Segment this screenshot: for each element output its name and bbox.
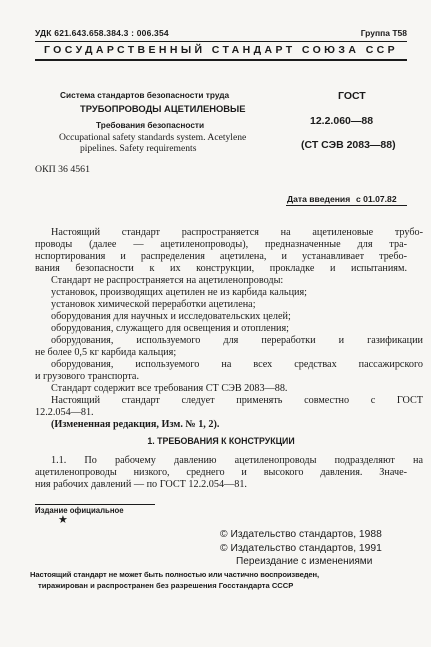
copyright-1991: © Издательство стандартов, 1991 — [220, 543, 382, 554]
intro-date-rule — [286, 205, 407, 206]
intro-date-value: с 01.07.82 — [356, 194, 397, 204]
st-sev-number: (СТ СЭВ 2083—88) — [301, 139, 396, 151]
amendment-note: (Измененная редакция, Изм. № 1, 2). — [51, 419, 220, 430]
body-line: Стандарт содержит все требования СТ СЭВ 2083—88. — [51, 383, 288, 394]
section-line: ния рабочих давлений — по ГОСТ 12.2.054—81. — [35, 479, 247, 490]
official-edition: Издание официальное — [35, 506, 124, 515]
top-rule — [35, 41, 407, 42]
body-line: оборудования, служащего для освещения и отопления; — [51, 323, 289, 334]
title-english-2: pipelines. Safety requirements — [80, 143, 197, 154]
group-code: Группа Т58 — [360, 28, 407, 38]
reissue-note: Переиздание с изменениями — [236, 556, 373, 567]
reproduction-notice-1: Настоящий стандарт не может быть полностью или частично воспроизведен, — [30, 570, 320, 579]
reproduction-notice-2: тиражирован и распространен без разрешения Госстандарта СССР — [38, 581, 294, 590]
intro-date-label: Дата введения — [287, 194, 351, 204]
body-line: установок химической переработки ацетилена; — [51, 299, 256, 310]
body-line: оборудования, используемого на всех средствах пассажирского — [51, 359, 423, 370]
title-english-1: Occupational safety standards system. Acetylene — [59, 132, 247, 143]
udk-code: УДК 621.643.658.384.3 : 006.354 — [35, 28, 169, 38]
body-line: Настоящий стандарт следует применять совместно с ГОСТ — [51, 395, 423, 406]
body-line: оборудования, используемого для переработки и газификации — [51, 335, 423, 346]
body-line: установок, производящих ацетилен не из карбида кальция; — [51, 287, 308, 298]
body-line: оборудования для научных и исследовательских целей; — [51, 311, 291, 322]
body-line: Стандарт не распространяется на ацетиленопроводы: — [51, 275, 284, 286]
section-line: 1.1. По рабочему давлению ацетиленопроводы подразделяют на — [51, 455, 423, 466]
title-name: ТРУБОПРОВОДЫ АЦЕТИЛЕНОВЫЕ — [80, 103, 246, 114]
copyright-1988: © Издательство стандартов, 1988 — [220, 529, 382, 540]
body-line: и грузового транспорта. — [35, 371, 140, 382]
body-line: Настоящий стандарт распространяется на ацетиленовые трубо- — [51, 227, 423, 238]
footer-rule — [35, 504, 155, 505]
star-icon: ★ — [58, 514, 68, 526]
body-line: 12.2.054—81. — [35, 407, 94, 418]
gost-number: 12.2.060—88 — [310, 115, 374, 127]
gost-label: ГОСТ — [338, 90, 366, 102]
body-line: не более 0,5 кг карбида кальция; — [35, 347, 177, 358]
title-system: Система стандартов безопасности труда — [60, 90, 230, 100]
body-line: проводы (далее — ацетиленопроводы), предназначенные для тра- — [35, 239, 407, 250]
standard-banner: ГОСУДАРСТВЕННЫЙ СТАНДАРТ СОЮЗА ССР — [43, 44, 399, 56]
body-line: вания безопасности к их конструкции, прокладке и испытаниям. — [35, 263, 407, 274]
banner-rule — [35, 59, 407, 61]
section-heading: 1. ТРЕБОВАНИЯ К КОНСТРУКЦИИ — [147, 436, 295, 446]
section-line: ацетиленопроводы низкого, среднего и высокого давления. Значе- — [35, 467, 407, 478]
title-subtitle: Требования безопасности — [96, 120, 205, 130]
okp-code: ОКП 36 4561 — [35, 164, 90, 175]
body-line: нспортирования и распределения ацетилена, и устанавливает требо- — [35, 251, 407, 262]
